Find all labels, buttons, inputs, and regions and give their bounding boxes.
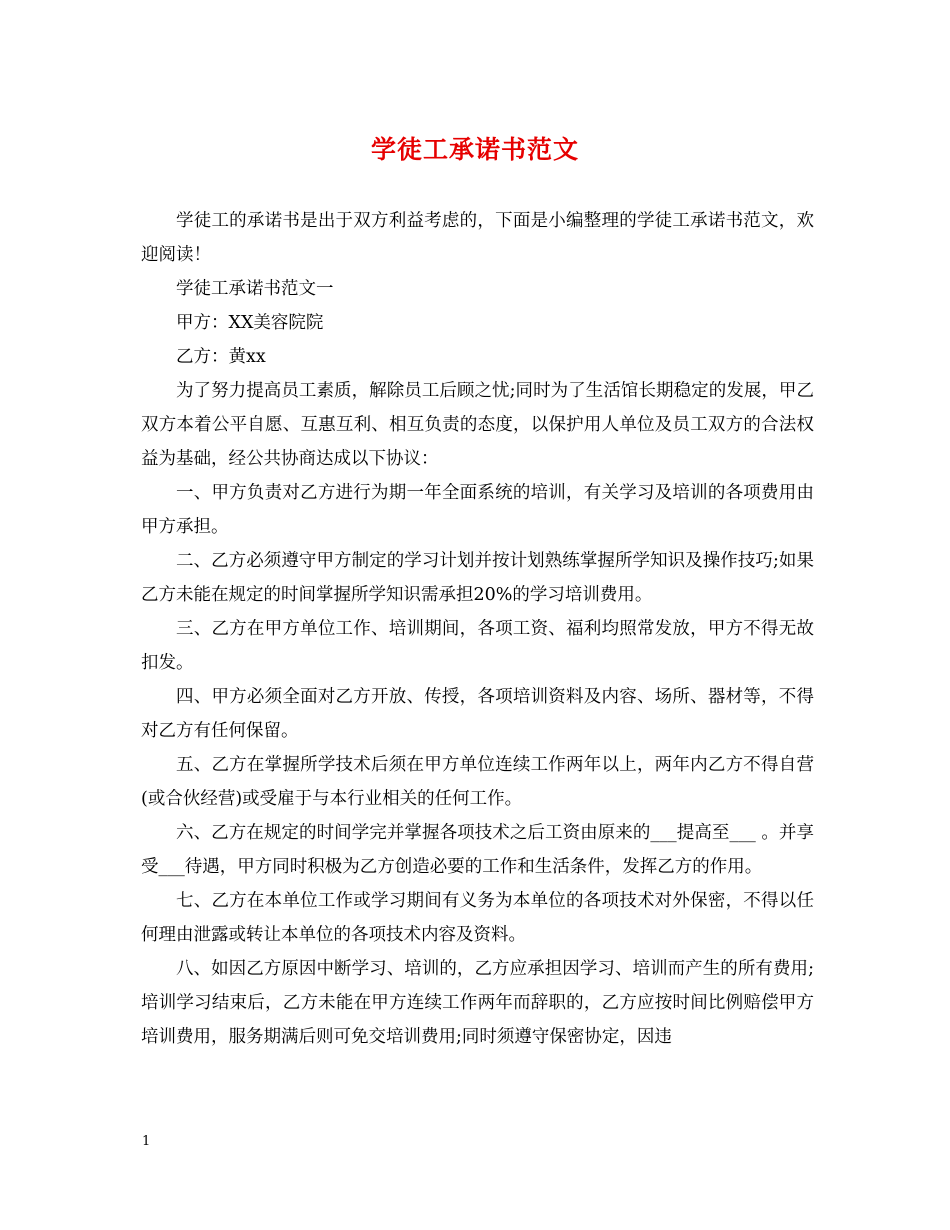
clause-5: 五、乙方在掌握所学技术后须在甲方单位连续工作两年以上，两年内乙方不得自营(或合伙经营)或受雇于与本行业相关的任何工作。 bbox=[141, 755, 814, 809]
party-a-line: 甲方：XX美容院院 bbox=[176, 313, 324, 333]
clause-2: 二、乙方必须遵守甲方制定的学习计划并按计划熟练掌握所学知识及操作技巧;如果乙方未能在规定的时间掌握所学知识需承担20%的学习培训费用。 bbox=[141, 551, 814, 605]
intro-paragraph: 学徒工的承诺书是出于双方利益考虑的，下面是小编整理的学徒工承诺书范文，欢迎阅读！ bbox=[141, 211, 814, 265]
document-body bbox=[141, 204, 814, 1054]
clause-8: 八、如因乙方原因中断学习、培训的，乙方应承担因学习、培训而产生的所有费用;培训学习结束后，乙方未能在甲方连续工作两年而辞职的，乙方应按时间比例赔偿甲方培训费用，服务期满后则可免交培训费用;同时须遵守保密协定，因违 bbox=[141, 959, 814, 1047]
page-number: 1 bbox=[142, 1134, 151, 1149]
clause-4: 四、甲方必须全面对乙方开放、传授，各项培训资料及内容、场所、器材等，不得对乙方有任何保留。 bbox=[141, 687, 814, 741]
preamble-paragraph: 为了努力提高员工素质，解除员工后顾之忧;同时为了生活馆长期稳定的发展，甲乙双方本着公平自愿、互惠互利、相互负责的态度，以保护用人单位及员工双方的合法权益为基础，经公共协商达成以下协议： bbox=[141, 381, 814, 469]
clause-6: 六、乙方在规定的时间学完并掌握各项技术之后工资由原来的___提高至___ 。并享受___待遇，甲方同时积极为乙方创造必要的工作和生活条件，发挥乙方的作用。 bbox=[141, 823, 814, 877]
document-title: 学徒工承诺书范文 bbox=[370, 135, 579, 164]
sample-heading: 学徒工承诺书范文一 bbox=[176, 279, 334, 299]
clause-7: 七、乙方在本单位工作或学习期间有义务为本单位的各项技术对外保密，不得以任何理由泄露或转让本单位的各项技术内容及资料。 bbox=[141, 891, 814, 945]
clause-1: 一、甲方负责对乙方进行为期一年全面系统的培训，有关学习及培训的各项费用由甲方承担。 bbox=[141, 483, 814, 537]
party-b-line: 乙方：黄xx bbox=[176, 347, 266, 367]
clause-3: 三、乙方在甲方单位工作、培训期间，各项工资、福利均照常发放，甲方不得无故扣发。 bbox=[141, 619, 814, 673]
